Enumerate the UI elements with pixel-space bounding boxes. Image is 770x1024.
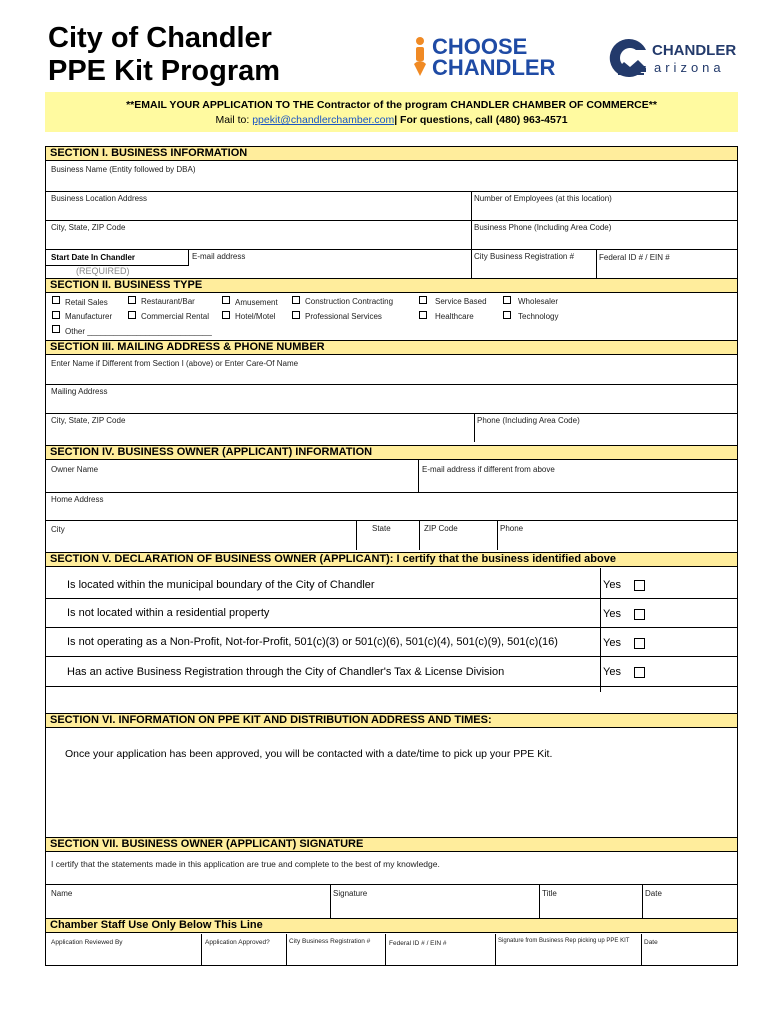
- manufacturer-checkbox[interactable]: [52, 311, 60, 319]
- owner-state-field[interactable]: State: [372, 524, 391, 533]
- signer-name-field[interactable]: Name: [51, 889, 73, 898]
- declaration-1-checkbox[interactable]: [634, 580, 645, 591]
- restaurant-checkbox[interactable]: [128, 296, 136, 304]
- choose-chandler-logo: CHOOSE CHANDLER: [414, 36, 574, 82]
- mailing-phone-field[interactable]: Phone (Including Area Code): [477, 416, 580, 425]
- business-city-field[interactable]: City, State, ZIP Code: [51, 223, 126, 232]
- service-checkbox[interactable]: [419, 296, 427, 304]
- reviewed-by-field[interactable]: Application Reviewed By: [51, 939, 123, 946]
- owner-name-field[interactable]: Owner Name: [51, 465, 99, 474]
- business-name-field[interactable]: Business Name (Entity followed by DBA): [51, 165, 196, 174]
- rep-signature-field[interactable]: Signature from Business Rep picking up PPE KIT: [498, 938, 630, 944]
- hotel-checkbox[interactable]: [222, 311, 230, 319]
- declaration-row-1: Is located within the municipal boundary of the City of Chandler: [67, 579, 375, 591]
- healthcare-checkbox[interactable]: [419, 311, 427, 319]
- professional-checkbox[interactable]: [292, 311, 300, 319]
- declaration-row-2: Is not located within a residential property: [67, 607, 270, 619]
- page-title: City of Chandler PPE Kit Program: [48, 22, 281, 87]
- declaration-4-checkbox[interactable]: [634, 667, 645, 678]
- ppe-pickup-note: Once your application has been approved, you will be contacted with a date/time to pick up your PPE Kit.: [65, 748, 553, 760]
- email-field[interactable]: E-mail address: [192, 252, 246, 261]
- owner-city-field[interactable]: City: [51, 525, 65, 534]
- home-address-field[interactable]: Home Address: [51, 495, 104, 504]
- retail-checkbox[interactable]: [52, 296, 60, 304]
- declaration-row-4: Has an active Business Registration through the City of Chandler's Tax & License Division: [67, 666, 505, 678]
- email-link[interactable]: ppekit@chandlerchamber.com: [252, 114, 395, 126]
- owner-zip-field[interactable]: ZIP Code: [424, 524, 458, 533]
- commercial-checkbox[interactable]: [128, 311, 136, 319]
- person-icon: [414, 36, 430, 80]
- owner-phone-field[interactable]: Phone: [500, 524, 524, 533]
- ein-field[interactable]: Federal ID # / EIN #: [599, 253, 670, 262]
- other-checkbox[interactable]: [52, 325, 60, 333]
- employees-field[interactable]: Number of Employees (at this location): [474, 194, 612, 203]
- start-date-field[interactable]: Start Date In Chandler: [51, 253, 136, 262]
- application-form: SECTION I. BUSINESS INFORMATION Business Name (Entity followed by DBA) Business Location Address Number of Employees (at this location) City, State, ZIP Code Business Phone (Including Area Code) Start Date In Chandler (REQUIRED) E-mail address City Business Registration # Federal ID # / EIN # SECTION II. BUSINESS TYPE Retail Sales Restaurant/Bar Amusement Construction Contracting Service Based Wholesaler Manufacturer Commercial Rental Hotel/Motel Professional Services Healthcare Technology Other ____________________________ SECTION III. MAILING ADDRESS & PHONE NUMBER Enter Name if Different from Section I (above) or Enter Care-Of Name Mailing Address City, State, ZIP Code Phone (Including Area Code) SECTION IV. BUSINESS OWNER (APPLICANT) INFORMATION Owner Name E-mail address if different from above Home Address City State ZIP Code Phone SECTION V. DECLARATION OF BUSINESS OWNER (APPLICANT): I certify that the business identified above Is located within the municipal boundary of the City of Chandler Yes Is not located within a residential property Yes Is not operating as a Non-Profit, Not-for-Profit, 501(c)(3) or 501(c)(6), 501(c)(4), 501(c)(9), 501(c)(16) Yes Has an active Business Registration through the City of Chandler's Tax & License Division Yes SECTION VI. INFORMATION ON PPE KIT AND DISTRIBUTION ADDRESS AND TIMES: Once your application has been approved, you will be contacted with a date/time to pick up your PPE Kit. SECTION VII. BUSINESS OWNER (APPLICANT) SIGNATURE I certify that the statements made in this application are true and complete to the best of my knowledge. Name Signature Title Date Chamber Staff Use Only Below This Line Application Reviewed By Application Approved? City Business Registration # Federal ID # / EIN # Signature from Business Rep picking up PPE KIT Date: [45, 146, 738, 966]
- business-location-field[interactable]: Business Location Address: [51, 194, 148, 203]
- staff-ein-field[interactable]: Federal ID # / EIN #: [389, 940, 447, 947]
- signature-field[interactable]: Signature: [333, 889, 368, 898]
- signer-title-field[interactable]: Title: [542, 889, 557, 898]
- staff-date-field[interactable]: Date: [644, 939, 658, 946]
- section-7-header: SECTION VII. BUSINESS OWNER (APPLICANT) SIGNATURE: [46, 837, 737, 852]
- staff-section-header: Chamber Staff Use Only Below This Line: [46, 918, 737, 933]
- section-5-header: SECTION V. DECLARATION OF BUSINESS OWNER (APPLICANT): I certify that the business identified above: [46, 552, 737, 567]
- declaration-3-checkbox[interactable]: [634, 638, 645, 649]
- section-2-header: SECTION II. BUSINESS TYPE: [46, 278, 737, 293]
- certify-statement: I certify that the statements made in this application are true and complete to the best of my knowledge.: [51, 859, 440, 869]
- section-6-header: SECTION VI. INFORMATION ON PPE KIT AND DISTRIBUTION ADDRESS AND TIMES:: [46, 713, 737, 728]
- mailing-address-field[interactable]: Mailing Address: [51, 387, 108, 396]
- owner-email-field[interactable]: E-mail address if different from above: [422, 465, 555, 474]
- section-4-header: SECTION IV. BUSINESS OWNER (APPLICANT) INFORMATION: [46, 445, 737, 460]
- declaration-row-3: Is not operating as a Non-Profit, Not-for-Profit, 501(c)(3) or 501(c)(6), 501(c)(4), 501(c)(9), 501(c)(16): [67, 636, 558, 648]
- email-banner: **EMAIL YOUR APPLICATION TO THE Contractor of the program CHANDLER CHAMBER OF COMMERCE** Mail to: ppekit@chandlerchamber.com| For questions, call (480) 963-4571: [45, 92, 738, 132]
- wholesaler-checkbox[interactable]: [503, 296, 511, 304]
- signature-date-field[interactable]: Date: [645, 889, 662, 898]
- staff-registration-field[interactable]: City Business Registration #: [289, 938, 371, 945]
- required-note: (REQUIRED): [76, 266, 130, 276]
- registration-field[interactable]: City Business Registration #: [474, 252, 575, 261]
- declaration-2-checkbox[interactable]: [634, 609, 645, 620]
- section-1-header: SECTION I. BUSINESS INFORMATION: [46, 146, 737, 161]
- construction-checkbox[interactable]: [292, 296, 300, 304]
- mailing-city-field[interactable]: City, State, ZIP Code: [51, 416, 126, 425]
- city-seal-icon: [608, 36, 650, 80]
- care-of-name-field[interactable]: Enter Name if Different from Section I (above) or Enter Care-Of Name: [51, 359, 299, 368]
- amusement-checkbox[interactable]: [222, 296, 230, 304]
- section-3-header: SECTION III. MAILING ADDRESS & PHONE NUMBER: [46, 340, 737, 355]
- approved-field[interactable]: Application Approved?: [205, 939, 270, 946]
- business-phone-field[interactable]: Business Phone (Including Area Code): [474, 223, 612, 232]
- technology-checkbox[interactable]: [503, 311, 511, 319]
- chandler-arizona-logo: CHANDLER arizona: [608, 36, 743, 82]
- other-field[interactable]: Other ____________________________: [65, 327, 212, 336]
